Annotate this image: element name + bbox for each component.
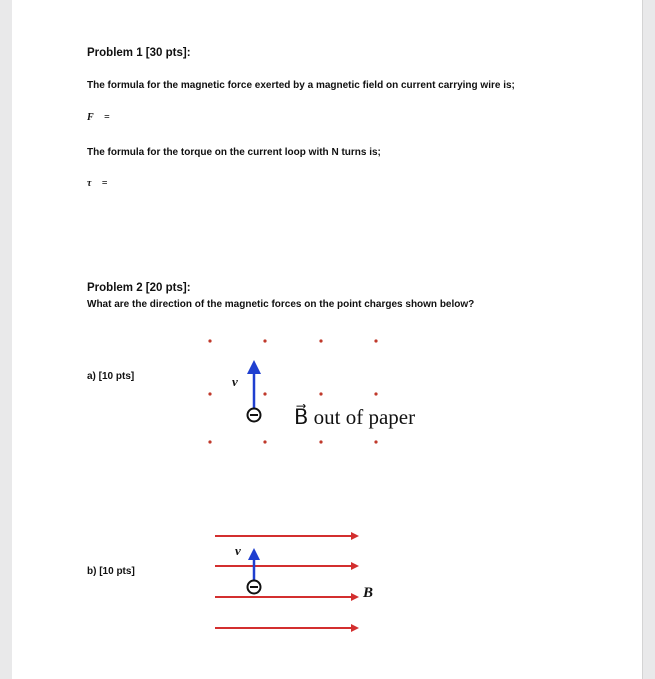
- field-line: [215, 593, 359, 601]
- torque-symbol: τ⃗ =: [87, 178, 108, 189]
- field-line: [215, 624, 359, 632]
- part-b-diagram: [12, 0, 642, 679]
- velocity-label-b: v⃗: [235, 543, 251, 558]
- negative-charge-b: [248, 581, 261, 594]
- part-a-label: a) [10 pts]: [87, 371, 135, 382]
- document-page: [12, 0, 643, 679]
- torque-prompt: The formula for the torque on the current loop with N turns is;: [87, 147, 381, 158]
- field-label-a: B⃗ out of paper: [294, 405, 416, 429]
- force-symbol: F⃗ =: [87, 112, 110, 123]
- problem2-title: Problem 2 [20 pts]:: [87, 282, 191, 294]
- field-label-b: B⃗: [363, 585, 385, 601]
- force-prompt: The formula for the magnetic force exerted by a magnetic field on current carrying wire is;: [87, 80, 515, 91]
- field-line: [215, 562, 359, 570]
- part-b-label: b) [10 pts]: [87, 566, 135, 577]
- field-line: [215, 532, 359, 540]
- problem1-title: Problem 1 [30 pts]:: [87, 47, 191, 59]
- velocity-label-a: v⃗: [232, 374, 248, 389]
- problem2-question: What are the direction of the magnetic forces on the point charges shown below?: [87, 299, 475, 310]
